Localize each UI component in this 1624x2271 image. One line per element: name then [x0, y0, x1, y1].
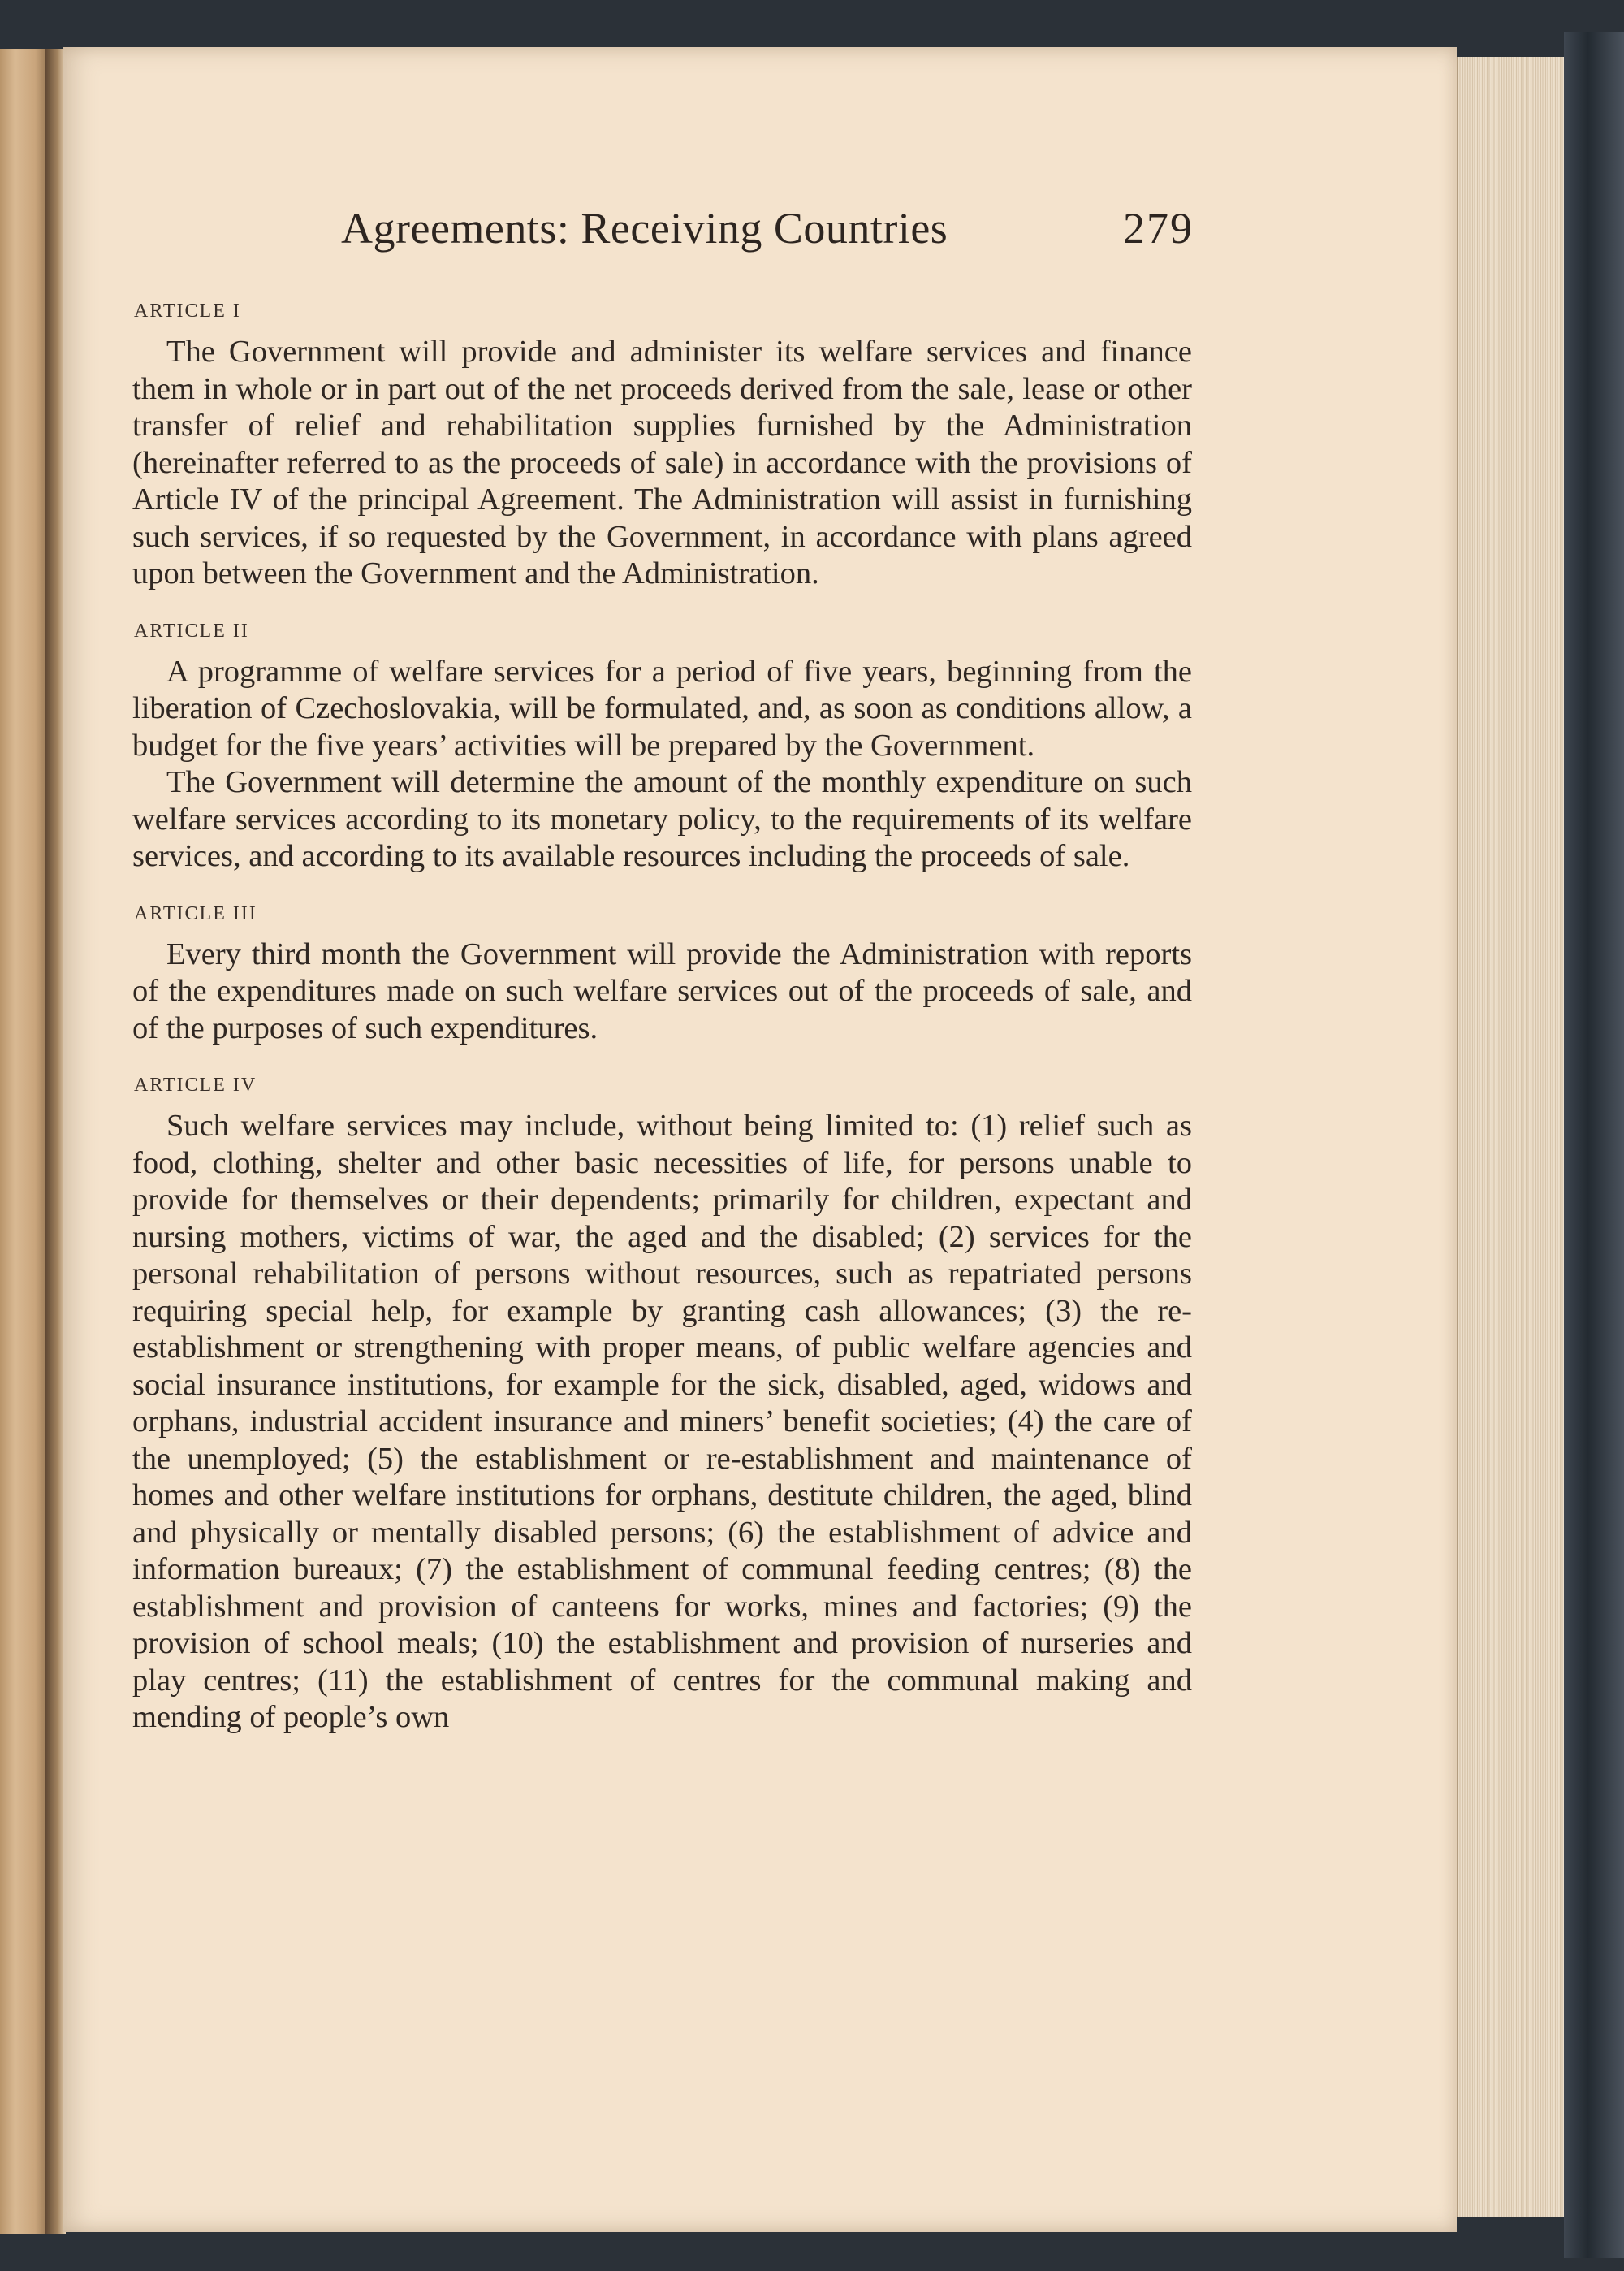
paragraph: The Government will determine the amount of the monthly expenditure on such welfare services according to its monetary policy, to the requirements of its welfare services, and according to its available resources including the proceeds of sale. — [132, 765, 1192, 873]
article-heading: ARTICLE IV — [134, 1075, 257, 1096]
running-head-title: Agreements: Receiving Countries — [341, 204, 948, 253]
facing-page-edge — [0, 49, 50, 2234]
paragraph: Every third month the Government will provide the Administration with reports of the expenditures made on such welfare services out of the proceeds of sale, and of the purposes of such expenditures. — [132, 937, 1192, 1045]
paragraph: A programme of welfare services for a period of five years, beginning from the liberation of Czechoslovakia, will be formulated, and, as soon as conditions allow, a budget for the five years’ activities will be prepared by the Government. — [132, 654, 1192, 763]
article-4 — [132, 1075, 1192, 1737]
page-stack-edges — [1457, 57, 1566, 2217]
book-cover — [1564, 32, 1624, 2258]
running-head — [341, 203, 1194, 253]
article-1 — [132, 301, 1192, 593]
paragraph: The Government will provide and administer its welfare services and finance them in whole or in part out of the net proceeds derived from the sale, lease or other transfer of relief and rehabilitation supplies furnished by the Administration (hereinafter referred to as the proceeds of sale) in accordance with the provisions of Article IV of the principal Agreement. The Administration will assist in furnishing such services, if so requested by the Government, in accordance with plans agreed upon between the Government and the Administration. — [132, 335, 1192, 590]
page-number: 279 — [1123, 204, 1194, 253]
article-3 — [132, 903, 1192, 1048]
article-heading: ARTICLE III — [134, 902, 257, 924]
paragraph: Such welfare services may include, without being limited to: (1) relief such as food, clothing, shelter and other basic necessities of life, for persons unable to provide for themselves or their dependents; primarily for children, expectant and nursing mothers, victims of war, the aged and the disabled; (2) services for the personal rehabilitation of persons without resources, such as repatriated persons requiring special help, for example by granting cash allowances; (3) the re-establishment or strengthening with proper means, of public welfare agencies and social insurance institutions, for example for the sick, disabled, aged, widows and orphans, industrial accident insurance and miners’ benefit societies; (4) the care of the unemployed; (5) the establishment or re-establishment and maintenance of homes and other welfare institutions for orphans, destitute children, the aged, blind and physically or mentally disabled persons; (6) the establishment of advice and information bureaux; (7) the establishment of communal feeding centres; (8) the establishment and provision of canteens for works, mines and factories; (9) the provision of school meals; (10) the establishment and provision of nurseries and play centres; (11) the establishment of centres for the communal making and mending of people’s own — [132, 1109, 1192, 1734]
article-heading: ARTICLE I — [134, 301, 241, 322]
article-2 — [132, 621, 1192, 876]
article-heading: ARTICLE II — [134, 620, 249, 642]
body-text — [132, 301, 1192, 1764]
